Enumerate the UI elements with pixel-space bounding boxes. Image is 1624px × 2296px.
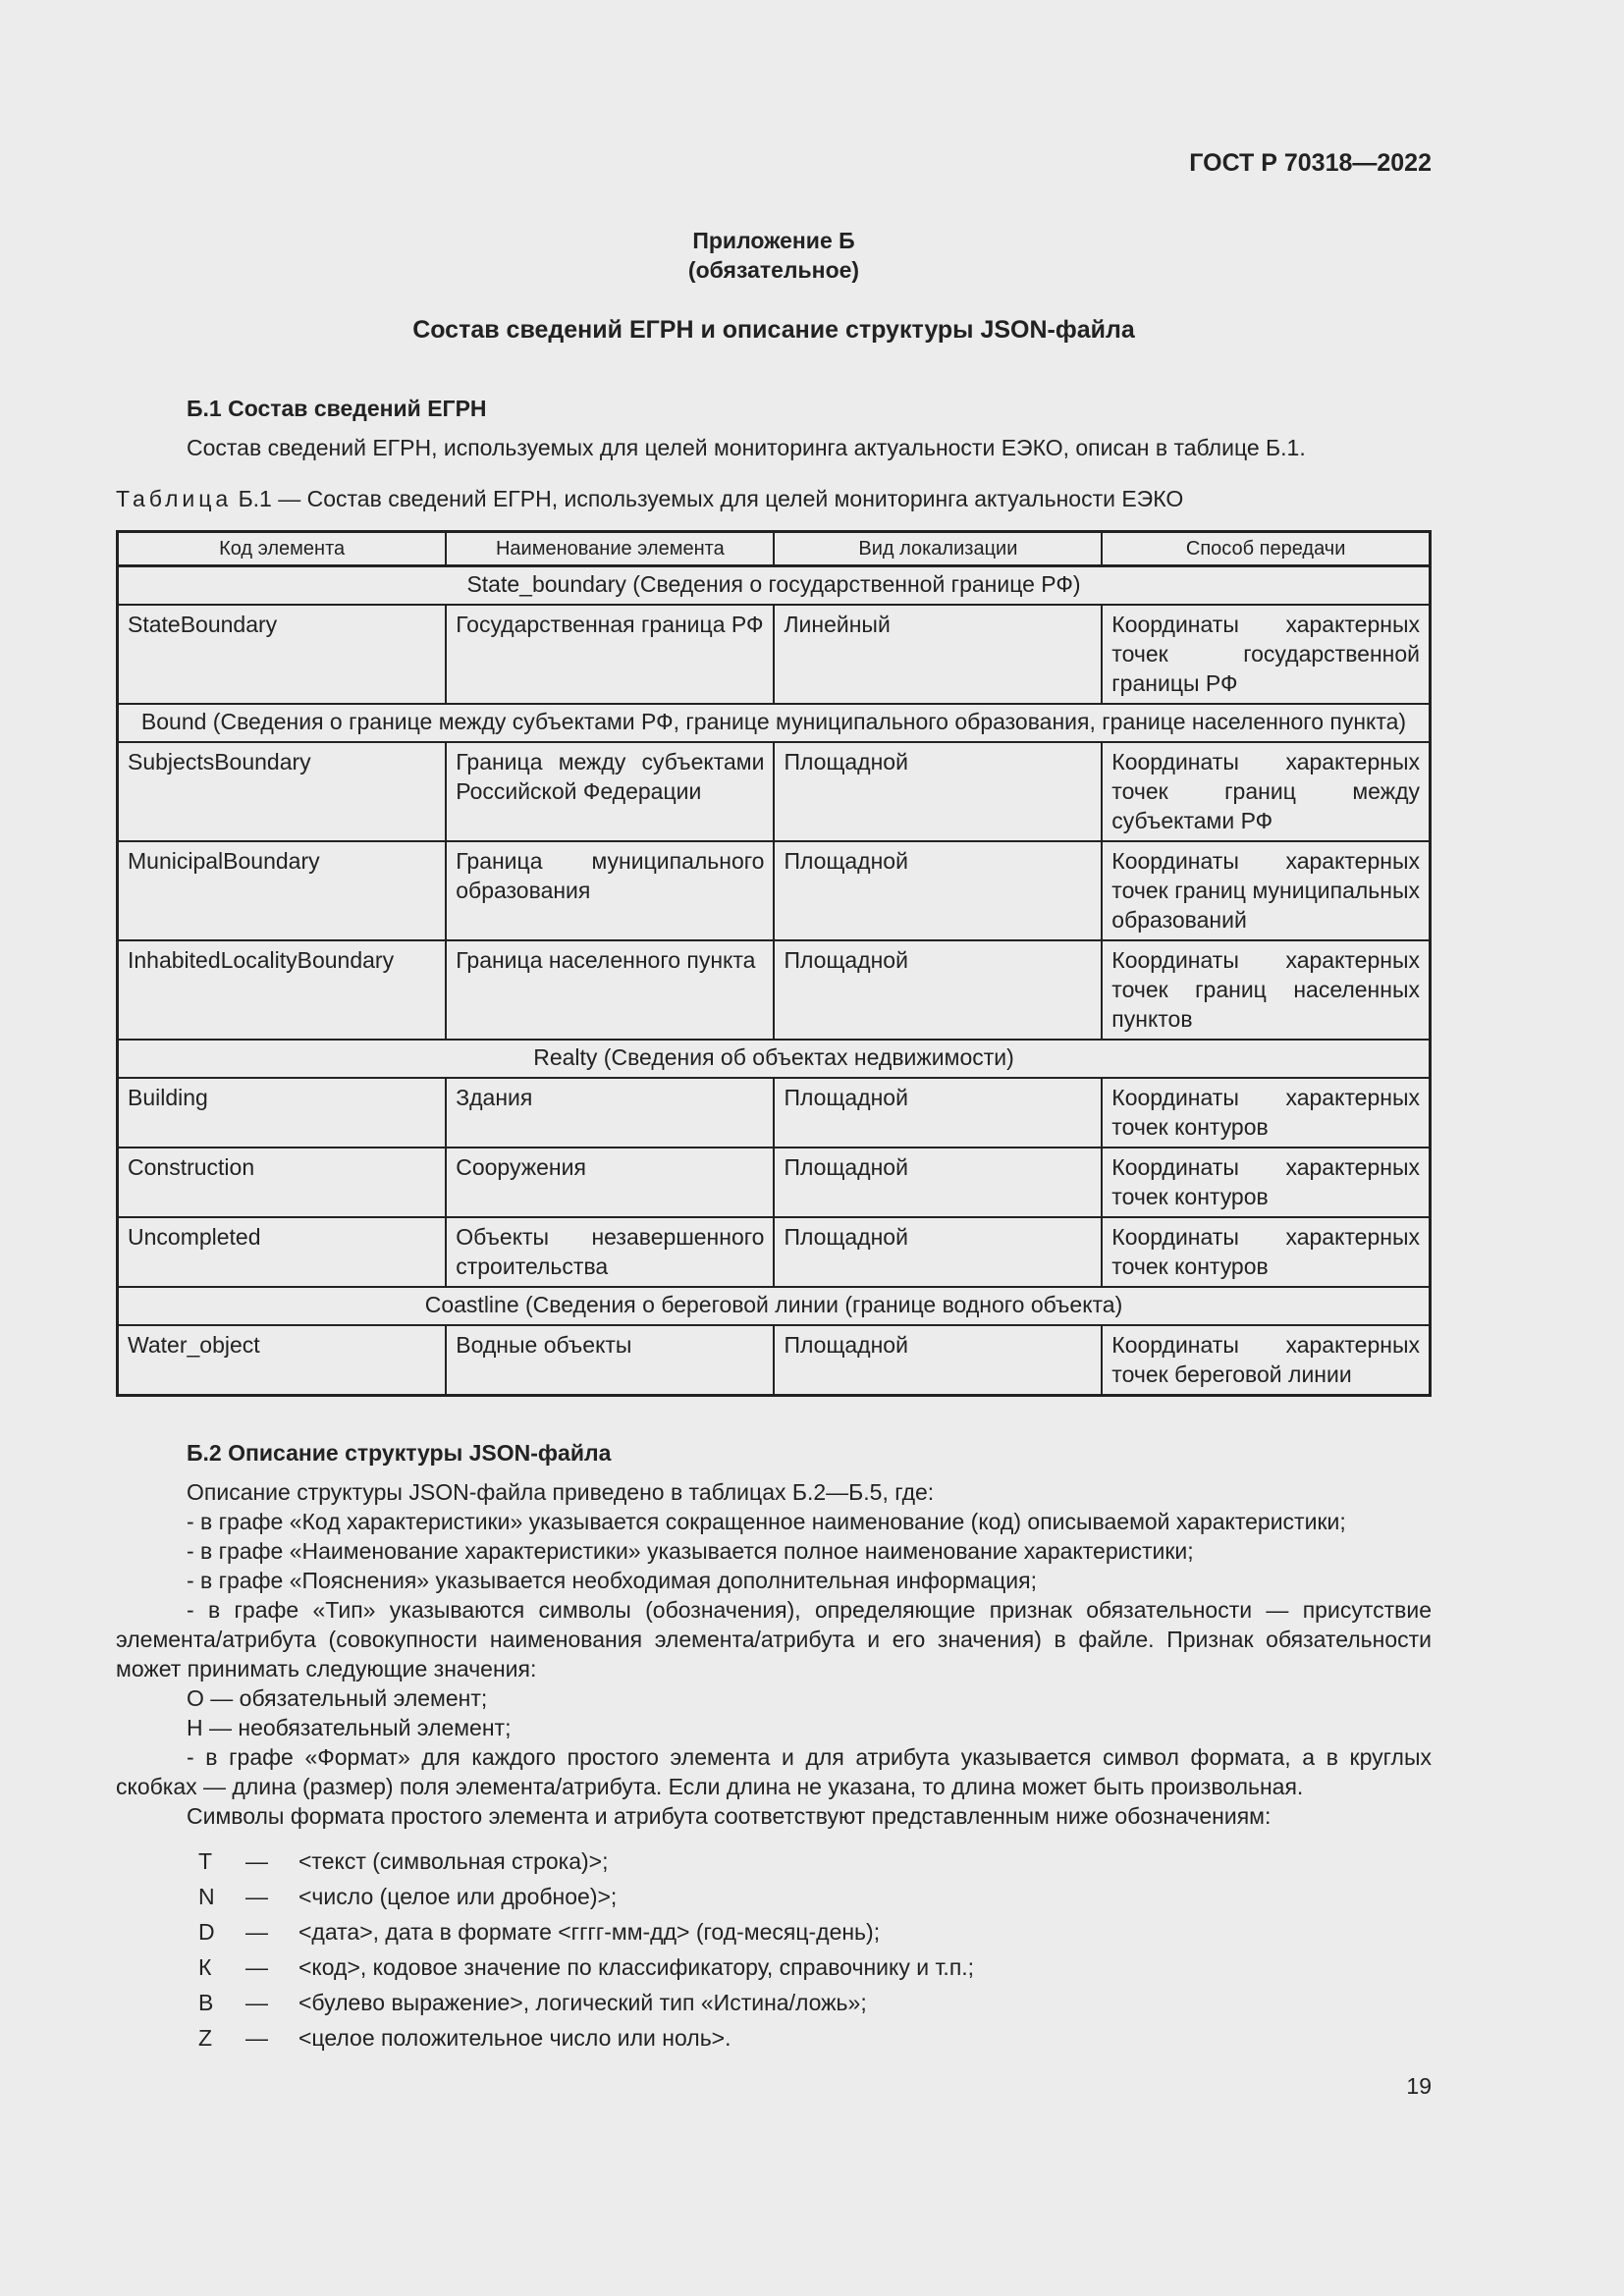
header-cell-localization: Вид локализации (774, 532, 1102, 566)
group-title: State_boundary (Сведения о государственной границе РФ) (118, 566, 1431, 606)
table-caption-word: Таблица (116, 486, 233, 511)
annex-label: Приложение Б (692, 228, 855, 253)
cell-code: SubjectsBoundary (118, 742, 447, 841)
list-item (187, 1949, 974, 1985)
cell-localization: Площадной (774, 1078, 1102, 1148)
table-row (118, 1217, 1431, 1287)
cell-name: Водные объекты (446, 1325, 774, 1396)
cell-code: Water_object (118, 1325, 447, 1396)
paragraph: - в графе «Тип» указываются символы (обозначения), определяющие признак обязательности — присутствие элемента/атрибута (совокупности наименования элемента/атрибута и его значения) в файле. Признак обязательности может принимать следующие значения: (116, 1597, 1432, 1682)
format-dash: — (245, 1918, 268, 1945)
cell-code: Building (118, 1078, 447, 1148)
table-group-row (118, 1040, 1431, 1078)
annex-title: Состав сведений ЕГРН и описание структуры JSON-файла (412, 316, 1135, 344)
table-row (118, 742, 1431, 841)
format-dash: — (245, 1989, 268, 2015)
paragraph: Описание структуры JSON-файла приведено в таблицах Б.2—Б.5, где: (187, 1479, 935, 1505)
format-description: <дата>, дата в формате <гггг-мм-дд> (год-месяц-день); (298, 1918, 881, 1945)
annex-status: (обязательное) (687, 257, 860, 283)
cell-name: Объекты незавершенного строительства (446, 1217, 774, 1287)
annex-heading (116, 226, 1432, 285)
cell-transfer: Координаты характерных точек государственной границы РФ (1102, 605, 1430, 704)
header-cell-name: Наименование элемента (446, 532, 774, 566)
table-caption (116, 486, 1183, 512)
cell-localization: Площадной (774, 940, 1102, 1040)
section-2-body (116, 1477, 1432, 1831)
list-item (187, 1985, 974, 2020)
header-cell-code: Код элемента (118, 532, 447, 566)
egrn-table (116, 530, 1432, 1397)
table-caption-text: Б.1 — Состав сведений ЕГРН, используемых для целей мониторинга актуальности ЕЭКО (238, 486, 1184, 511)
format-dash: — (245, 2024, 268, 2051)
cell-localization: Площадной (774, 841, 1102, 940)
group-title: Coastline (Сведения о береговой линии (границе водного объекта) (118, 1287, 1431, 1325)
standard-number: ГОСТ Р 70318—2022 (1189, 149, 1432, 177)
table-row (118, 1148, 1431, 1217)
table-row (118, 841, 1431, 940)
cell-transfer: Координаты характерных точек контуров (1102, 1217, 1430, 1287)
paragraph: - в графе «Пояснения» указывается необходимая дополнительная информация; (187, 1568, 1037, 1593)
format-description: <целое положительное число или ноль>. (298, 2024, 731, 2051)
cell-localization: Линейный (774, 605, 1102, 704)
section-1-heading: Б.1 Состав сведений ЕГРН (187, 396, 487, 421)
cell-name: Государственная граница РФ (446, 605, 774, 704)
cell-code: InhabitedLocalityBoundary (118, 940, 447, 1040)
table-group-row (118, 566, 1431, 606)
paragraph: - в графе «Формат» для каждого простого элемента и для атрибута указывается символ формата, а в круглых скобках — длина (размер) поля элемента/атрибута. Если длина не указана, то длина может быть произвольная. (116, 1744, 1432, 1799)
paragraph: Символы формата простого элемента и атрибута соответствуют представленным ниже обозначениям: (187, 1803, 1272, 1829)
cell-code: MunicipalBoundary (118, 841, 447, 940)
format-dash: — (245, 1883, 268, 1909)
table-row (118, 940, 1431, 1040)
cell-name: Сооружения (446, 1148, 774, 1217)
format-description: <код>, кодовое значение по классификатору, справочнику и т.п.; (298, 1953, 975, 1980)
cell-name: Граница муниципального образования (446, 841, 774, 940)
cell-name: Граница между субъектами Российской Федерации (446, 742, 774, 841)
format-description: <число (целое или дробное)>; (298, 1883, 618, 1909)
format-symbol: К (198, 1953, 212, 1980)
cell-localization: Площадной (774, 1148, 1102, 1217)
cell-name: Граница населенного пункта (446, 940, 774, 1040)
cell-transfer: Координаты характерных точек береговой линии (1102, 1325, 1430, 1396)
format-dash: — (245, 1953, 268, 1980)
header-cell-transfer: Способ передачи (1102, 532, 1430, 566)
list-item (187, 2020, 974, 2056)
cell-localization: Площадной (774, 1325, 1102, 1396)
table-header-row (118, 532, 1431, 566)
cell-localization: Площадной (774, 742, 1102, 841)
cell-transfer: Координаты характерных точек контуров (1102, 1078, 1430, 1148)
table-row (118, 1325, 1431, 1396)
cell-code: Uncompleted (118, 1217, 447, 1287)
list-item (187, 1914, 974, 1949)
format-symbol: T (198, 1847, 213, 1874)
cell-code: Construction (118, 1148, 447, 1217)
cell-transfer: Координаты характерных точек границ населенных пунктов (1102, 940, 1430, 1040)
group-title: Bound (Сведения о границе между субъектами РФ, границе муниципального образования, границе населенного пункта) (118, 704, 1431, 742)
table-row (118, 605, 1431, 704)
section-1-text: Состав сведений ЕГРН, используемых для целей мониторинга актуальности ЕЭКО, описан в таблице Б.1. (187, 435, 1306, 460)
format-symbol: N (198, 1883, 215, 1909)
section-2-heading: Б.2 Описание структуры JSON-файла (187, 1440, 612, 1466)
paragraph: - в графе «Код характеристики» указывается сокращенное наименование (код) описываемой характеристики; (187, 1509, 1346, 1534)
format-symbol: Z (198, 2024, 213, 2051)
table-group-row (118, 1287, 1431, 1325)
cell-transfer: Координаты характерных точек контуров (1102, 1148, 1430, 1217)
page-number: 19 (1406, 2073, 1432, 2099)
group-title: Realty (Сведения об объектах недвижимости) (118, 1040, 1431, 1078)
format-description: <текст (символьная строка)>; (298, 1847, 609, 1874)
paragraph: О — обязательный элемент; (187, 1685, 488, 1711)
format-description: <булево выражение>, логический тип «Истина/ложь»; (298, 1989, 867, 2015)
cell-localization: Площадной (774, 1217, 1102, 1287)
format-dash: — (245, 1847, 268, 1874)
format-symbol: D (198, 1918, 215, 1945)
cell-transfer: Координаты характерных точек границ муниципальных образований (1102, 841, 1430, 940)
format-codes-list (187, 1843, 974, 2056)
table-group-row (118, 704, 1431, 742)
list-item (187, 1879, 974, 1914)
paragraph: - в графе «Наименование характеристики» указывается полное наименование характеристики; (187, 1538, 1194, 1564)
format-symbol: B (198, 1989, 214, 2015)
cell-code: StateBoundary (118, 605, 447, 704)
cell-transfer: Координаты характерных точек границ между субъектами РФ (1102, 742, 1430, 841)
cell-name: Здания (446, 1078, 774, 1148)
list-item (187, 1843, 974, 1879)
table-row (118, 1078, 1431, 1148)
paragraph: Н — необязательный элемент; (187, 1715, 512, 1740)
